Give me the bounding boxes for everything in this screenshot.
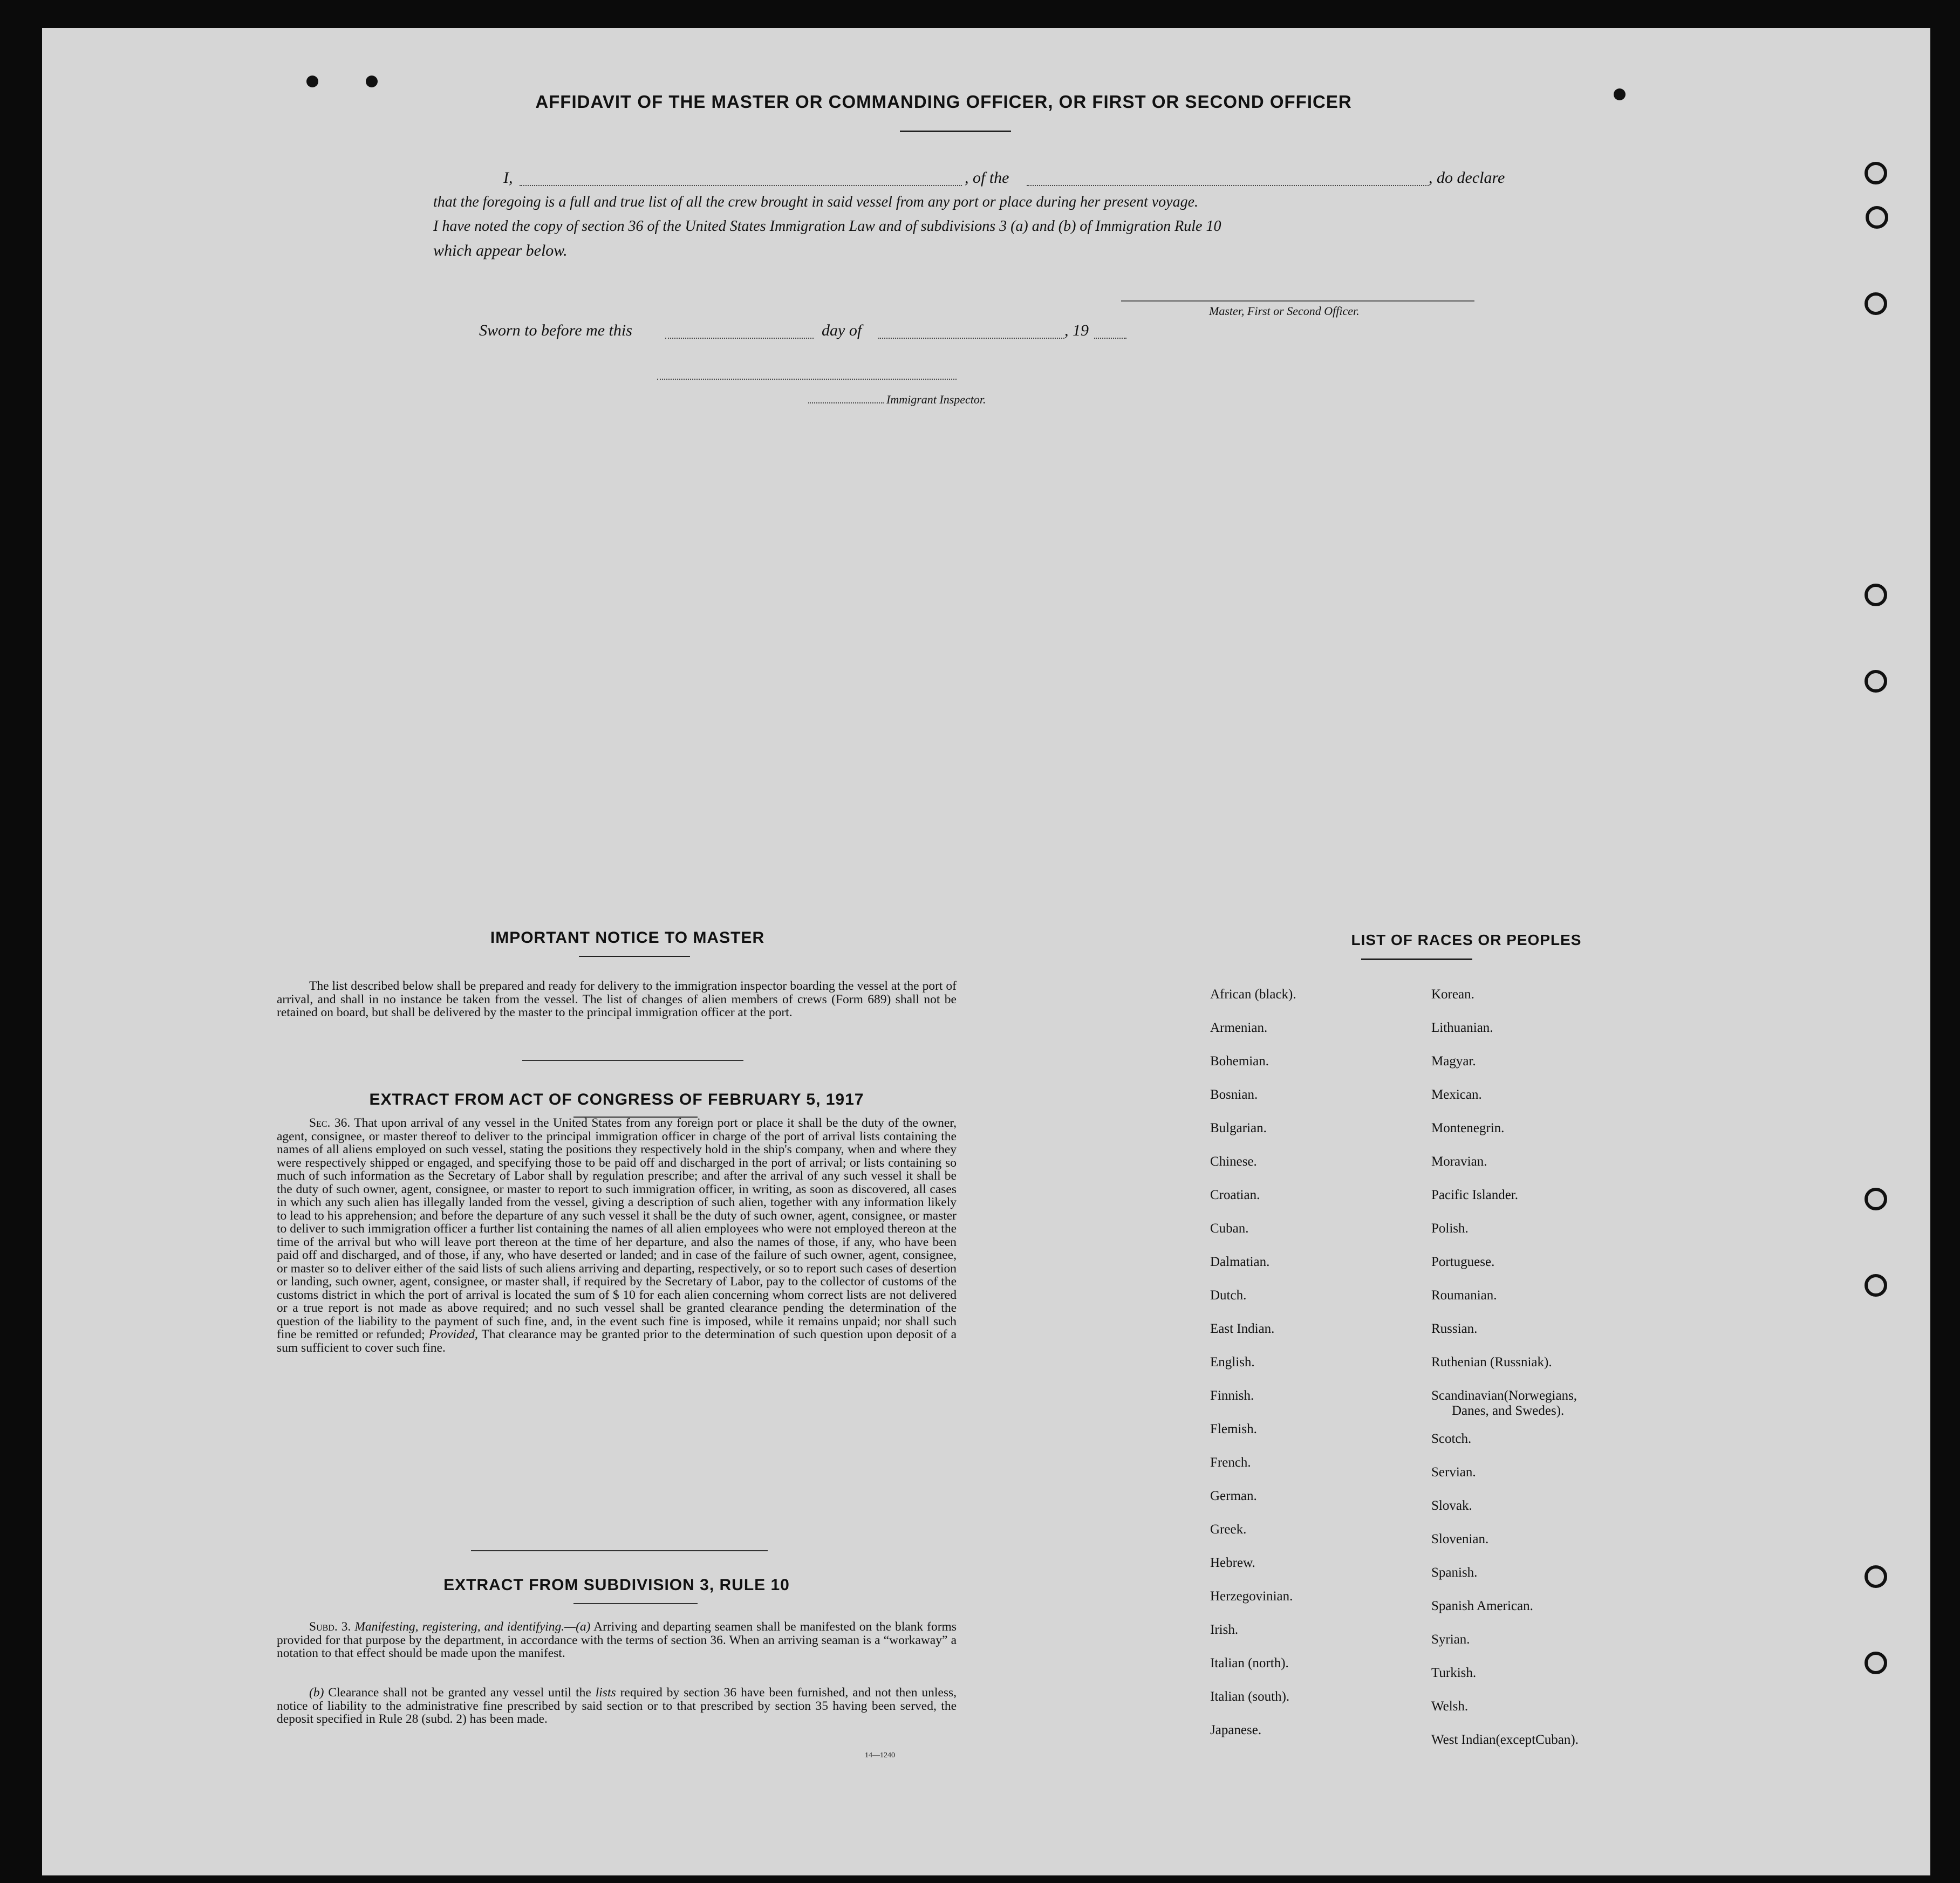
- binder-hole: [1865, 1188, 1887, 1210]
- year-blank: [1094, 338, 1126, 339]
- race-right-item: Magyar.: [1431, 1054, 1476, 1069]
- race-right-item: Ruthenian (Russniak).: [1431, 1355, 1552, 1370]
- races-right-column: [1431, 987, 1679, 1747]
- binder-hole: [1865, 670, 1887, 693]
- sworn-prefix: Sworn to before me this: [479, 321, 632, 339]
- inspector-caption: Immigrant Inspector.: [886, 393, 986, 406]
- race-right-item: Scandinavian(Norwegians,: [1431, 1388, 1577, 1403]
- affidavit-body: [433, 166, 1545, 263]
- race-right-item: Slovenian.: [1431, 1532, 1489, 1546]
- name-blank: [520, 185, 962, 186]
- binder-hole: [1865, 292, 1887, 315]
- race-right-item: Turkish.: [1431, 1666, 1477, 1680]
- race-right-item: Spanish American.: [1431, 1599, 1533, 1613]
- race-right-item: West Indian(exceptCuban).: [1431, 1733, 1579, 1747]
- affidavit-line4: which appear below.: [433, 242, 568, 259]
- race-right-item: Mexican.: [1431, 1087, 1482, 1102]
- races-rule: [1361, 958, 1472, 960]
- race-left-item: Cuban.: [1210, 1221, 1249, 1236]
- binder-hole: [1865, 1565, 1887, 1588]
- race-right-item: Welsh.: [1431, 1699, 1469, 1714]
- punch-mark: [366, 76, 378, 87]
- race-right-item: Montenegrin.: [1431, 1121, 1505, 1135]
- affidavit-line2: that the foregoing is a full and true list of all the crew brought in said vessel from any port or place during her present voyage.: [433, 194, 1199, 210]
- race-left-item: German.: [1210, 1489, 1257, 1503]
- race-left-item: Dutch.: [1210, 1288, 1247, 1303]
- race-left-item: Bosnian.: [1210, 1087, 1258, 1102]
- act-extract-body: [277, 1117, 957, 1354]
- race-left-item: Croatian.: [1210, 1188, 1260, 1202]
- race-right-item: Scotch.: [1431, 1432, 1472, 1446]
- notice-rule: [579, 956, 690, 957]
- sec-label: Sec. 36.: [309, 1116, 351, 1130]
- race-left-item: East Indian.: [1210, 1321, 1275, 1336]
- race-right-continuation: Danes, and Swedes).: [1452, 1403, 1565, 1418]
- race-left-item: African (black).: [1210, 987, 1296, 1002]
- section-divider: [522, 1060, 743, 1061]
- rule-extract-title: EXTRACT FROM SUBDIVISION 3, RULE 10: [443, 1576, 790, 1594]
- act-rule-bottom: [471, 1550, 768, 1551]
- rule-rule: [573, 1603, 698, 1604]
- race-left-item: Chinese.: [1210, 1154, 1257, 1169]
- race-right-item: Lithuanian.: [1431, 1021, 1493, 1035]
- binder-hole: [1865, 162, 1887, 184]
- inspector-blank: [657, 379, 957, 380]
- race-right-item: Syrian.: [1431, 1632, 1470, 1647]
- races-left-column: [1210, 987, 1426, 1742]
- binder-hole: [1865, 584, 1887, 606]
- race-left-item: Dalmatian.: [1210, 1255, 1270, 1269]
- day-blank: [665, 338, 814, 339]
- title-rule: [900, 131, 1011, 132]
- signature-caption: Master, First or Second Officer.: [1209, 304, 1360, 318]
- binder-hole: [1865, 1274, 1887, 1297]
- race-left-item: Italian (north).: [1210, 1656, 1289, 1670]
- rule-subd-a: [277, 1620, 957, 1660]
- race-right-item: Servian.: [1431, 1465, 1476, 1480]
- binder-hole: [1865, 1652, 1887, 1674]
- provided-text: That clearance may be granted prior to the determination of such question upon deposit of a sum sufficient to cover such fine.: [277, 1327, 957, 1355]
- notice-title: IMPORTANT NOTICE TO MASTER: [490, 929, 765, 947]
- left-column: [277, 929, 957, 1759]
- binder-hole: [1866, 206, 1888, 229]
- race-left-item: French.: [1210, 1455, 1251, 1470]
- subd-b-label: (b): [309, 1686, 324, 1700]
- race-right-item: Portuguese.: [1431, 1255, 1495, 1269]
- signature-line: [1121, 300, 1474, 302]
- race-left-item: Flemish.: [1210, 1422, 1257, 1436]
- affidavit-do-declare: , do declare: [1429, 169, 1505, 187]
- affidavit-line3: I have noted the copy of section 36 of the United States Immigration Law and of subdivisions 3 (a) and (b) of Immigration Rule 10: [433, 218, 1221, 235]
- act-body-text: That upon arrival of any vessel in the United States from any foreign port or place it shall be the duty of the owner, agent, consignee, or master thereof to deliver to the principal immigration officer in charge of the port of arrival lists containing the names of all aliens employed on such vessel, stating the positions they respectively hold in the ship's company, when and where they were respectively shipped or engaged, and specifying those to be paid off and discharged in the port of arrival; or lists containing so much of such information as the Secretary of Labor shall by regulation prescribe; and after the arrival of any such vessel it shall be the duty of such owner, agent, consignee, or master to report to such immigration officer, in writing, as soon as discovered, all cases in which any such alien has illegally landed from the vessel, giving a description of such alien, together with any information likely to lead to his apprehension; and before the departure of any such vessel it shall be the duty of such owner, agent, consignee, or master to deliver to such immigration officer a further list containing the names of all alien employees who were not employed thereon at the time of the arrival but who will leave port thereon at the time of her departure, and also the names of those, if any, who have been paid off and discharged, and of those, if any, who have deserted or landed; and in case of the failure of such owner, agent, consignee, or master so to deliver either of the said lists of such aliens arriving and departing, respectively, or so to report such cases of desertion or landing, such owner, agent, consignee, or master shall, if required by the Secretary of Labor, pay to the collector of customs of the customs district in which the port of arrival is located the sum of $ 10 for each alien concerning whom correct lists are not delivered or a true report is not made as above required; and no such vessel shall be granted clearance pending the determination of the question of the liability to the payment of such fine, and, in the event such fine is imposed, while it remains unpaid; nor shall such fine be remitted or refunded;: [277, 1116, 957, 1341]
- vessel-blank: [1027, 185, 1429, 186]
- race-left-item: Irish.: [1210, 1622, 1239, 1637]
- race-left-item: Greek.: [1210, 1522, 1247, 1537]
- sworn-line: [479, 318, 1180, 343]
- year-prefix: , 19: [1064, 321, 1089, 339]
- race-left-item: Bohemian.: [1210, 1054, 1269, 1069]
- race-right-item: Spanish.: [1431, 1565, 1478, 1580]
- rule-subd-b: [277, 1686, 957, 1726]
- affidavit-of-the: , of the: [965, 169, 1009, 187]
- race-left-item: Armenian.: [1210, 1021, 1268, 1035]
- race-left-item: Bulgarian.: [1210, 1121, 1267, 1135]
- races-title: LIST OF RACES OR PEOPLES: [1351, 932, 1582, 948]
- punch-mark: [306, 76, 318, 87]
- subd-label: Subd. 3.: [309, 1620, 351, 1634]
- form-number: 14—1240: [865, 1751, 895, 1759]
- day-of-label: day of: [822, 321, 862, 339]
- affidavit-title: AFFIDAVIT OF THE MASTER OR COMMANDING OFFICER, OR FIRST OR SECOND OFFICER: [535, 92, 1352, 112]
- race-right-item: Moravian.: [1431, 1154, 1487, 1169]
- race-left-item: Finnish.: [1210, 1388, 1254, 1403]
- subd-b-text-2: required by section 36 have been furnished, and not then unless, notice of liability to the administrative fine prescribed by said section or to that prescribed by section 35 having been served, the deposit specified in Rule 28 (subd. 2) has been made.: [277, 1686, 957, 1726]
- race-left-item: Italian (south).: [1210, 1689, 1290, 1704]
- race-left-item: Herzegovinian.: [1210, 1589, 1293, 1604]
- document-page: [42, 28, 1930, 1875]
- provided-label: Provided,: [428, 1327, 478, 1341]
- race-right-item: Polish.: [1431, 1221, 1469, 1236]
- act-extract-title: EXTRACT FROM ACT OF CONGRESS OF FEBRUARY 5, 1917: [369, 1091, 864, 1108]
- affidavit-i: I,: [503, 169, 513, 187]
- race-left-item: Japanese.: [1210, 1723, 1262, 1737]
- race-right-item: Slovak.: [1431, 1498, 1472, 1513]
- race-right-item: Russian.: [1431, 1321, 1478, 1336]
- notice-body: The list described below shall be prepared and ready for delivery to the immigration inspector boarding the vessel at the port of arrival, and shall in no instance be taken from the vessel. The list of changes of alien members of crews (Form 689) shall not be retained on board, but shall be delivered by the master to the principal immigration officer at the port.: [277, 979, 957, 1019]
- race-left-item: English.: [1210, 1355, 1255, 1370]
- subd-b-text-1: Clearance shall not be granted any vessel until the: [328, 1686, 591, 1700]
- subd-a-text: Arriving and departing seamen shall be manifested on the blank forms provided for that purpose by the department, in accordance with the terms of section 36. When an arriving seaman is a “workaway” a notation to that effect should be made upon the manifest.: [277, 1620, 957, 1660]
- race-right-item: Roumanian.: [1431, 1288, 1497, 1303]
- race-left-item: Hebrew.: [1210, 1556, 1255, 1570]
- inspector-blank-2: [808, 402, 884, 403]
- subd-b-lists: lists: [595, 1686, 616, 1700]
- subd-title: Manifesting, registering, and identifying.—(a): [354, 1620, 591, 1634]
- race-right-item: Korean.: [1431, 987, 1474, 1002]
- month-blank: [878, 338, 1064, 339]
- race-right-item: Pacific Islander.: [1431, 1188, 1519, 1202]
